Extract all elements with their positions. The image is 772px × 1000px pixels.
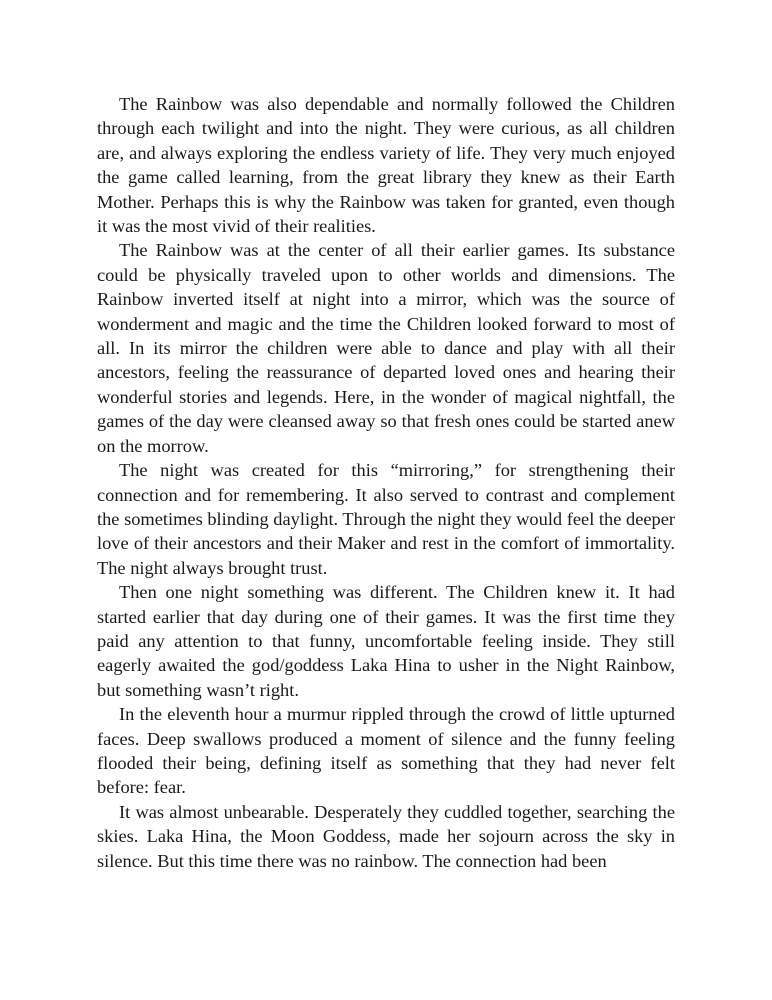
- paragraph-6-italic-name: Laka Hina,: [146, 826, 232, 847]
- paragraph-4-text-a: Then one night something was different. The Children knew it. It had started earlier that day during one of their games. It was the first time they paid any attention to that funny, uncomfortable feeling inside. They still eagerly awaited the god/goddess: [97, 582, 675, 676]
- paragraph-1: [97, 92, 675, 238]
- paragraph-3: [97, 458, 675, 580]
- paragraph-2-text: The Rainbow was at the center of all their earlier games. Its substance could be physically traveled upon to other worlds and dimensions. The Rainbow inverted itself at night into a mirror, which was the source of wonderment and magic and the time the Children looked forward to most of all. In its mirror the children were able to dance and play with all their ancestors, feeling the reassurance of departed loved ones and hearing their wonderful stories and legends. Here, in the wonder of magical nightfall, the games of the day were cleansed away so that fresh ones could be started anew on the morrow.: [97, 240, 675, 456]
- book-page: [97, 92, 675, 873]
- paragraph-6: [97, 800, 675, 873]
- paragraph-6-text-b: the Moon Goddess, made her sojourn across the sky in silence. But this time there was no rainbow. The connection had been: [97, 826, 676, 871]
- paragraph-2: [97, 238, 675, 458]
- paragraph-3-text: The night was created for this “mirroring,” for strengthening their connection and for remembering. It also served to contrast and complement the sometimes blinding daylight. Through the night they would feel the deeper love of their ancestors and their Maker and rest in the comfort of immortality. The night always brought trust.: [97, 460, 675, 578]
- paragraph-5: [97, 702, 675, 800]
- paragraph-1-text: The Rainbow was also dependable and normally followed the Children through each twilight and into the night. They were curious, as all children are, and always exploring the endless variety of life. They very much enjoyed the game called learning, from the great library they knew as their Earth Mother. Perhaps this is why the Rainbow was taken for granted, even though it was the most vivid of their realities.: [97, 94, 675, 237]
- paragraph-6-text-a: It was almost unbearable. Desperately they cuddled together, searching the skies.: [97, 801, 675, 847]
- paragraph-4-italic-name: Laka Hina: [350, 655, 431, 676]
- paragraph-5-text: In the eleventh hour a murmur rippled through the crowd of little upturned faces. Deep swallows produced a moment of silence and the funny feeling flooded their being, defining itself as something that they had never felt before: fear.: [97, 704, 675, 798]
- paragraph-4: [97, 580, 675, 702]
- paragraph-4-text-b: to usher in the Night Rainbow, but something wasn’t right.: [97, 655, 676, 700]
